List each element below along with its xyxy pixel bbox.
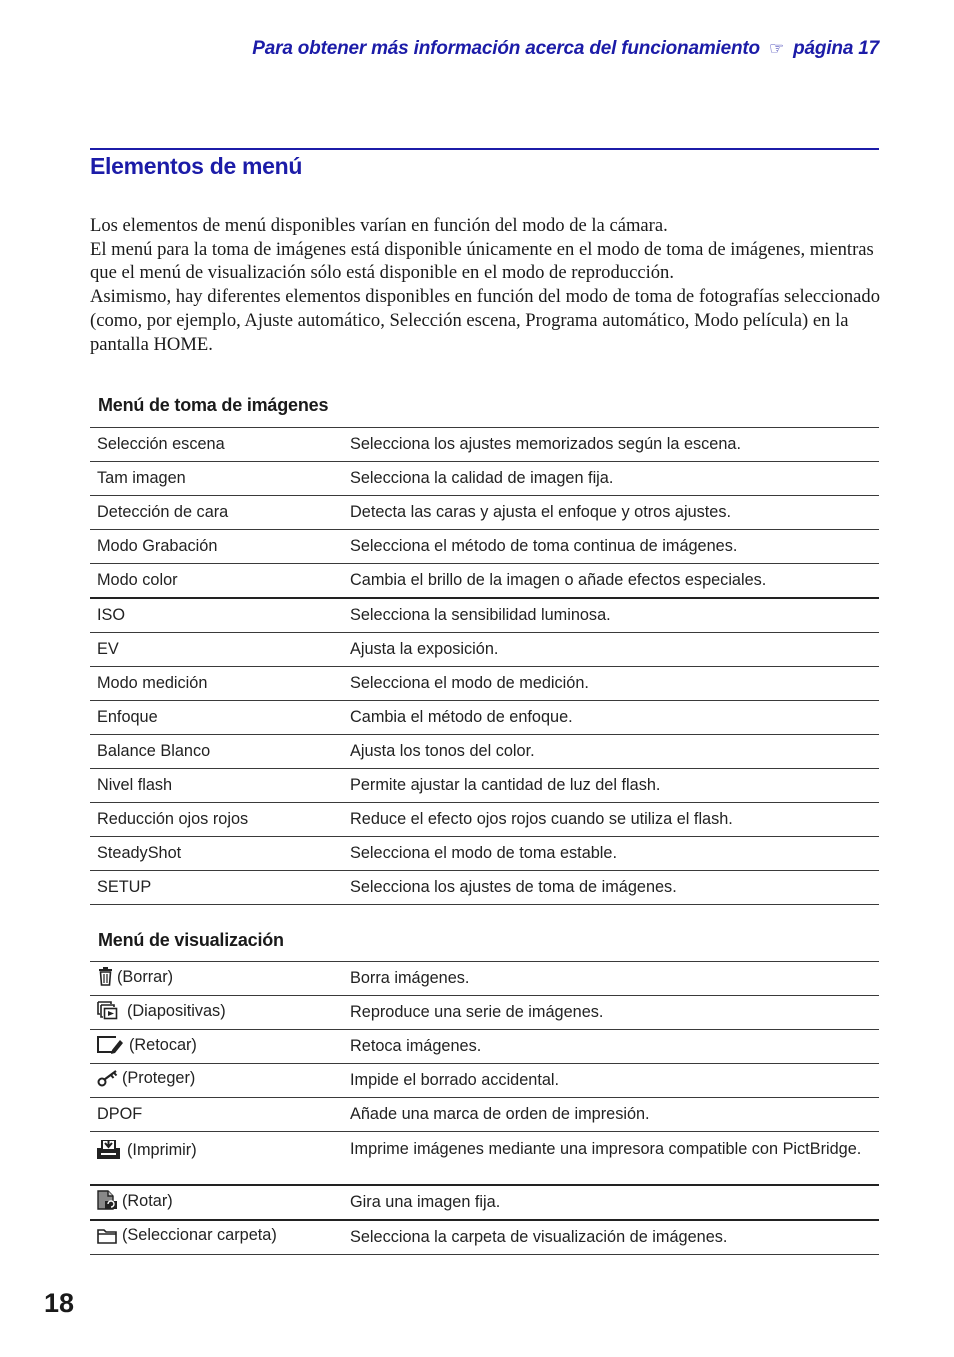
- menu-item-name: Tam imagen: [90, 462, 343, 496]
- print-icon: [97, 1140, 120, 1164]
- menu-item-label: (Diapositivas): [127, 1001, 226, 1020]
- menu-item-name: [90, 1220, 343, 1255]
- table-row: [90, 633, 879, 667]
- trash-icon: [97, 967, 114, 991]
- menu-item-name: Modo medición: [90, 667, 343, 701]
- table-row: [90, 962, 879, 996]
- table-row: [90, 1185, 879, 1220]
- menu-item-desc: Selecciona el modo de toma estable.: [343, 837, 879, 871]
- table-row: [90, 1064, 879, 1098]
- menu-item-desc: Impide el borrado accidental.: [343, 1064, 879, 1098]
- shooting-menu-title: Menú de toma de imágenes: [98, 395, 329, 415]
- table-row: [90, 530, 879, 564]
- viewing-menu-table: [90, 961, 879, 1255]
- menu-item-label: (Proteger): [122, 1069, 196, 1087]
- pointing-hand-icon: ☞: [769, 39, 785, 58]
- menu-item-name: Modo Grabación: [90, 530, 343, 564]
- menu-item-desc: Imprime imágenes mediante una impresora compatible con PictBridge.: [343, 1132, 879, 1185]
- table-row: [90, 769, 879, 803]
- menu-item-desc: Reproduce una serie de imágenes.: [343, 996, 879, 1030]
- table-row: [90, 1030, 879, 1064]
- menu-item-name: SteadyShot: [90, 837, 343, 871]
- table-row: [90, 462, 879, 496]
- table-row: [90, 996, 879, 1030]
- menu-item-name: Nivel flash: [90, 769, 343, 803]
- menu-item-desc: Selecciona la carpeta de visualización de imágenes.: [343, 1220, 879, 1255]
- section-title: Elementos de menú: [90, 153, 303, 179]
- rotate-icon: [97, 1190, 119, 1215]
- intro-paragraph: Los elementos de menú disponibles varían en función del modo de la cámara.: [90, 215, 668, 236]
- slideshow-icon: [97, 1001, 119, 1025]
- key-icon: [97, 1069, 119, 1092]
- menu-item-label: (Seleccionar carpeta): [122, 1225, 277, 1244]
- menu-item-desc: Selecciona los ajustes memorizados según la escena.: [343, 428, 879, 462]
- retouch-icon: [97, 1034, 123, 1059]
- menu-item-desc: Selecciona los ajustes de toma de imágenes.: [343, 871, 879, 905]
- table-row: [90, 428, 879, 462]
- menu-item-name: Modo color: [90, 564, 343, 599]
- menu-item-desc: Selecciona el modo de medición.: [343, 667, 879, 701]
- menu-item-desc: Reduce el efecto ojos rojos cuando se utiliza el flash.: [343, 803, 879, 837]
- table-row: [90, 735, 879, 769]
- menu-item-desc: Ajusta la exposición.: [343, 633, 879, 667]
- cross-reference-page: página 17: [793, 38, 879, 59]
- menu-item-desc: Cambia el método de enfoque.: [343, 701, 879, 735]
- menu-item-desc: Cambia el brillo de la imagen o añade efectos especiales.: [343, 564, 879, 599]
- menu-item-name: [90, 962, 343, 996]
- menu-item-name: [90, 1132, 343, 1185]
- menu-item-desc: Añade una marca de orden de impresión.: [343, 1098, 879, 1132]
- intro-paragraph: Asimismo, hay diferentes elementos disponibles en función del modo de toma de fotografías seleccionado (como, por ejemplo, Ajuste automático, Selección escena, Programa automático, Modo película) en la pantalla HOME.: [90, 286, 881, 355]
- menu-item-desc: Selecciona el método de toma continua de imágenes.: [343, 530, 879, 564]
- table-row: [90, 1132, 879, 1185]
- menu-item-name: ISO: [90, 598, 343, 633]
- menu-item-name: Balance Blanco: [90, 735, 343, 769]
- viewing-menu-title: Menú de visualización: [98, 930, 284, 950]
- table-row: [90, 701, 879, 735]
- menu-item-name: [90, 1185, 343, 1220]
- table-row: [90, 871, 879, 905]
- menu-item-name: Enfoque: [90, 701, 343, 735]
- menu-item-name: Detección de cara: [90, 496, 343, 530]
- table-row: [90, 564, 879, 599]
- folder-icon: [97, 1227, 117, 1249]
- menu-item-name: Reducción ojos rojos: [90, 803, 343, 837]
- table-row: [90, 1098, 879, 1132]
- table-row: [90, 803, 879, 837]
- menu-item-label: (Borrar): [117, 967, 174, 986]
- table-row: [90, 1220, 879, 1255]
- menu-item-name: [90, 1064, 343, 1098]
- menu-item-name: [90, 1030, 343, 1064]
- shooting-menu-table: [90, 427, 879, 905]
- menu-item-desc: Gira una imagen fija.: [343, 1185, 879, 1220]
- menu-item-desc: Retoca imágenes.: [343, 1030, 879, 1064]
- cross-reference-link[interactable]: [252, 38, 879, 60]
- menu-item-label: (Imprimir): [127, 1141, 197, 1159]
- table-row: [90, 496, 879, 530]
- menu-item-desc: Detecta las caras y ajusta el enfoque y otros ajustes.: [343, 496, 879, 530]
- table-row: [90, 837, 879, 871]
- menu-item-desc: Selecciona la sensibilidad luminosa.: [343, 598, 879, 633]
- menu-item-desc: Selecciona la calidad de imagen fija.: [343, 462, 879, 496]
- table-row: [90, 598, 879, 633]
- intro-text: [90, 214, 890, 356]
- table-row: [90, 667, 879, 701]
- menu-item-name: EV: [90, 633, 343, 667]
- menu-item-name: [90, 996, 343, 1030]
- page-number: 18: [44, 1288, 75, 1318]
- menu-item-label: (Retocar): [129, 1036, 197, 1054]
- cross-reference-text: Para obtener más información acerca del funcionamiento: [252, 38, 760, 59]
- intro-paragraph: El menú para la toma de imágenes está disponible únicamente en el modo de toma de imágenes, mientras que el menú de visualización sólo está disponible en el modo de reproducción.: [90, 238, 874, 284]
- menu-item-desc: Ajusta los tonos del color.: [343, 735, 879, 769]
- menu-item-name: DPOF: [90, 1098, 343, 1132]
- section-rule: [90, 148, 879, 150]
- menu-item-desc: Permite ajustar la cantidad de luz del flash.: [343, 769, 879, 803]
- menu-item-name: SETUP: [90, 871, 343, 905]
- menu-item-name: Selección escena: [90, 428, 343, 462]
- menu-item-desc: Borra imágenes.: [343, 962, 879, 996]
- menu-item-label: (Rotar): [122, 1191, 173, 1210]
